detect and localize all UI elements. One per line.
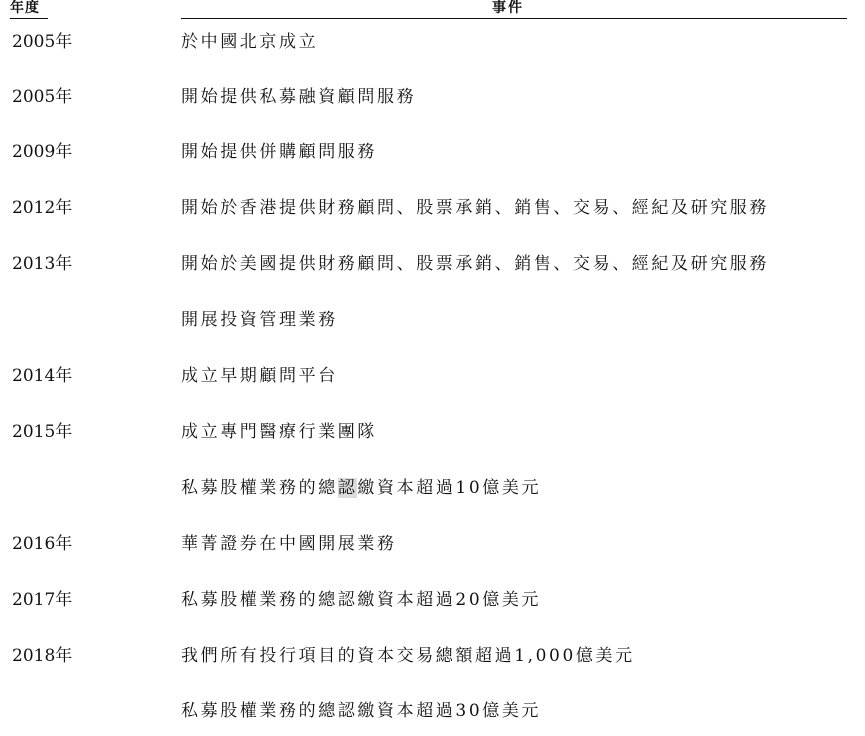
- event-cell: 開始提供私募融資顧問服務: [181, 87, 417, 107]
- event-text-part: 私募股權業務的總: [181, 478, 338, 498]
- event-cell: 私募股權業務的總認繳資本超過20億美元: [181, 590, 542, 610]
- event-cell: 成立專門醫療行業團隊: [181, 422, 377, 442]
- event-cell: 成立早期顧問平台: [181, 366, 338, 386]
- year-cell: 2005年: [12, 87, 73, 107]
- year-cell: 2017年: [12, 590, 73, 610]
- year-cell: 2018年: [12, 646, 73, 666]
- table-row: [0, 585, 865, 615]
- year-cell: 2015年: [12, 422, 73, 442]
- table-row: [0, 361, 865, 391]
- table-row: [0, 137, 865, 167]
- event-cell: 我們所有投行項目的資本交易總額超過1,000億美元: [181, 646, 635, 666]
- event-cell: [181, 473, 541, 503]
- event-cell: 開始提供併購顧問服務: [181, 142, 377, 162]
- highlighted-character[interactable]: 認: [337, 478, 358, 498]
- year-cell: 2009年: [12, 142, 73, 162]
- table-row: [0, 417, 865, 447]
- table-row: [0, 696, 865, 726]
- event-cell: 開展投資管理業務: [181, 310, 338, 330]
- year-cell: 2013年: [12, 254, 73, 274]
- table-row: [0, 193, 865, 223]
- table-row: [0, 529, 865, 559]
- event-cell: 華菁證券在中國開展業務: [181, 534, 397, 554]
- year-cell: 2005年: [12, 32, 73, 52]
- year-header-rule: [10, 18, 48, 19]
- year-cell: 2012年: [12, 198, 73, 218]
- table-row: [0, 27, 865, 57]
- table-row: [0, 249, 865, 279]
- table-header: [0, 0, 865, 24]
- table-row: [0, 641, 865, 671]
- event-cell: 開始於香港提供財務顧問、股票承銷、銷售、交易、經紀及研究服務: [181, 198, 769, 218]
- event-text-part: 繳資本超過10億美元: [357, 478, 542, 498]
- table-row: [0, 473, 865, 503]
- event-cell: 開始於美國提供財務顧問、股票承銷、銷售、交易、經紀及研究服務: [181, 254, 769, 274]
- table-row: [0, 305, 865, 335]
- table-row: [0, 82, 865, 112]
- year-cell: 2014年: [12, 366, 73, 386]
- year-column-header: 年度: [10, 0, 40, 16]
- event-header-rule: [181, 18, 847, 19]
- year-cell: 2016年: [12, 534, 73, 554]
- event-cell: 於中國北京成立: [181, 32, 319, 52]
- event-column-header: 事件: [492, 0, 524, 16]
- event-cell: 私募股權業務的總認繳資本超過30億美元: [181, 701, 542, 721]
